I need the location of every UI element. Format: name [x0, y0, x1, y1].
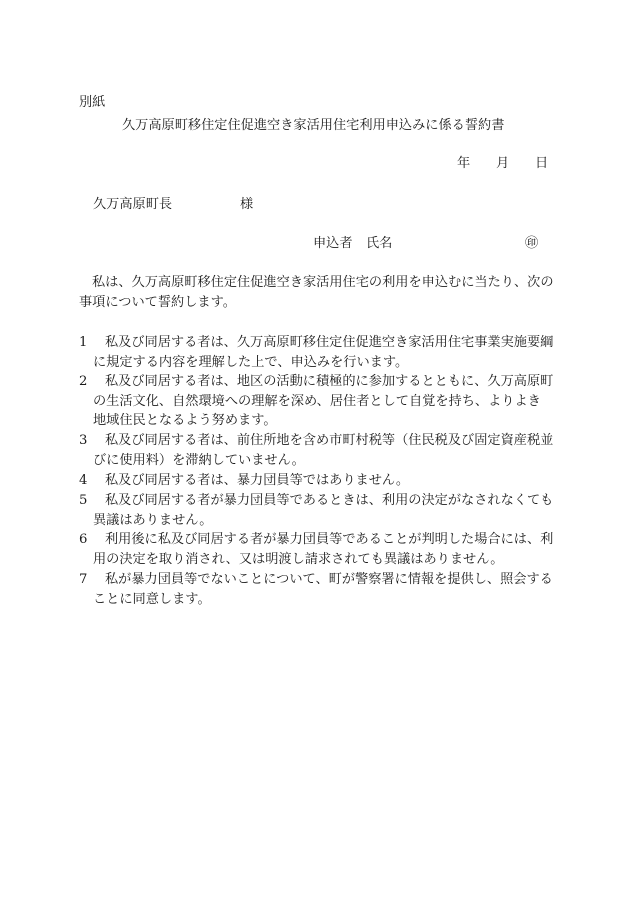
pledge-item-text: 私及び同居する者は、前住所地を含め市町村税等（住民税及び固定資産税並びに使用料）を滞納していません。 — [93, 433, 554, 468]
pledge-item-number: 6 — [79, 532, 88, 547]
pledge-item-text: 私が暴力団員等でないことについて、町が警察署に情報を提供し、照会することに同意します。 — [93, 572, 553, 607]
pledge-item-number: 7 — [79, 572, 88, 587]
pledge-item-number: 3 — [79, 433, 88, 448]
pledge-item — [79, 570, 554, 609]
addressee-honorific: 様 — [240, 197, 254, 212]
pledge-item-text: 私及び同居する者は、地区の活動に積極的に参加するとともに、久万高原町の生活文化、自然環境への理解を深め、居住者として自覚を持ち、よりよき地域住民となるよう努めます。 — [93, 374, 554, 429]
pledge-item-number: 5 — [79, 493, 88, 508]
pledge-item-text: 私及び同居する者は、久万高原町移住定住促進空き家活用住宅事業実施要綱に規定する内容を理解した上で、申込みを行います。 — [93, 335, 554, 370]
attachment-label: 別紙 — [79, 95, 106, 110]
document-title: 久万高原町移住定住促進空き家活用住宅利用申込みに係る誓約書 — [122, 118, 505, 133]
pledge-item — [79, 431, 554, 470]
pledge-item-number: 4 — [79, 473, 88, 488]
applicant-label: 申込者 — [313, 236, 353, 251]
addressee-name: 久万高原町長 — [93, 197, 173, 212]
pledge-item — [79, 491, 554, 530]
pledge-item-number: 2 — [79, 374, 88, 389]
pledge-item — [79, 372, 554, 431]
pledge-item-text: 私及び同居する者は、暴力団員等ではありません。 — [105, 473, 410, 488]
pledge-item-number: 1 — [79, 335, 88, 350]
date-month-label: 月 — [496, 156, 510, 171]
date-year-label: 年 — [457, 156, 471, 171]
date-day-label: 日 — [535, 156, 549, 171]
pledge-item — [79, 530, 554, 569]
pledge-item — [79, 471, 554, 491]
intro-paragraph: 私は、久万高原町移住定住促進空き家活用住宅の利用を申込むに当たり、次の事項について誓約します。 — [79, 275, 554, 310]
pledge-item-text: 利用後に私及び同居する者が暴力団員等であることが判明した場合には、利用の決定を取り消され、又は明渡し請求されても異議はありません。 — [93, 532, 554, 567]
pledge-item — [79, 333, 554, 372]
applicant-name-label: 氏名 — [366, 236, 393, 251]
pledge-item-text: 私及び同居する者が暴力団員等であるときは、利用の決定がなされなくても異議はありません。 — [93, 493, 554, 528]
seal-mark: ㊞ — [525, 236, 539, 251]
